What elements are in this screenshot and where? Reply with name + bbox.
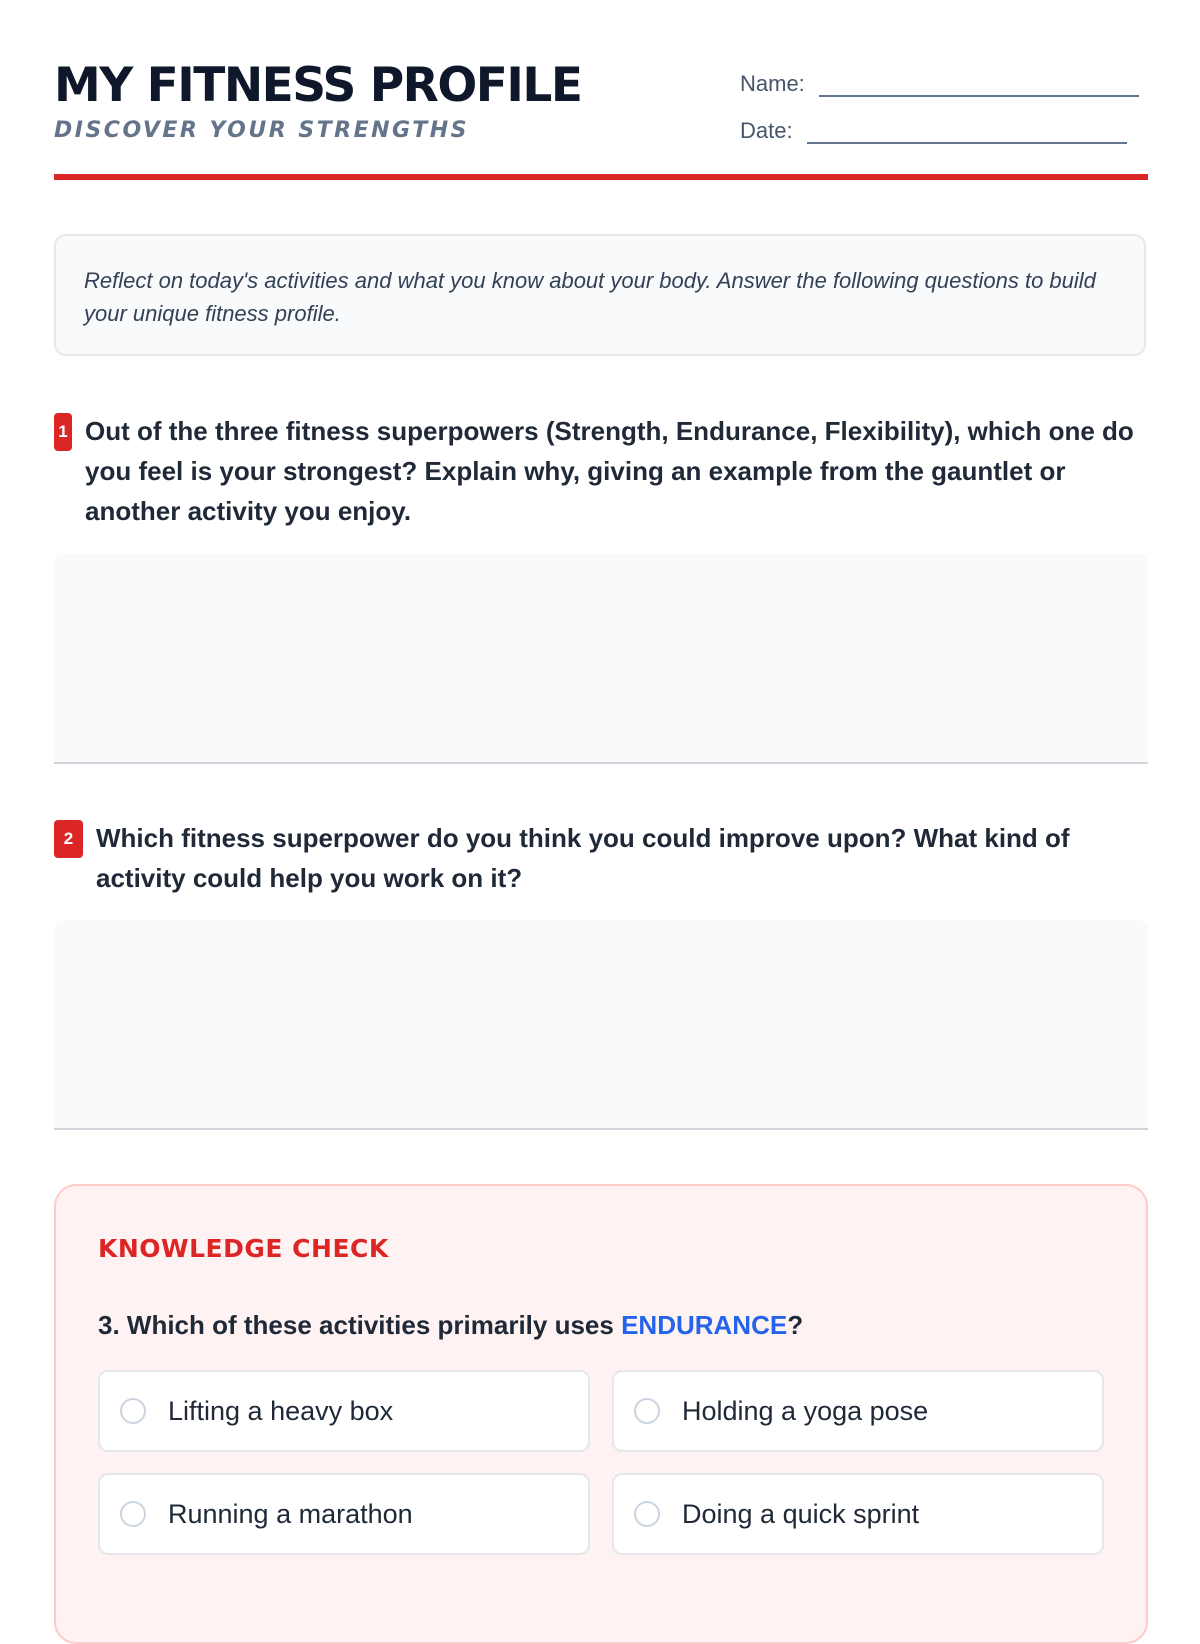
radio-circle-icon[interactable] bbox=[634, 1501, 660, 1527]
option-running-marathon[interactable] bbox=[98, 1473, 590, 1555]
header-divider bbox=[54, 174, 1148, 180]
question-highlight: ENDURANCE bbox=[621, 1310, 788, 1340]
option-yoga-pose[interactable] bbox=[612, 1370, 1104, 1452]
date-input-line[interactable] bbox=[807, 116, 1127, 144]
option-label: Doing a quick sprint bbox=[682, 1498, 920, 1529]
answer-area-2[interactable] bbox=[54, 920, 1148, 1130]
option-label: Lifting a heavy box bbox=[168, 1395, 394, 1426]
name-field bbox=[740, 69, 1139, 97]
question-suffix: ? bbox=[787, 1310, 804, 1340]
answer-area-1[interactable] bbox=[54, 554, 1148, 764]
option-quick-sprint[interactable] bbox=[612, 1473, 1104, 1555]
date-field bbox=[740, 116, 1127, 144]
question-2 bbox=[54, 820, 1148, 898]
question-text: Which fitness superpower do you think you could improve upon? What kind of activity could help you work on it? bbox=[96, 823, 1070, 893]
question-prefix: 3. Which of these activities primarily uses bbox=[98, 1310, 622, 1340]
option-label: Holding a yoga pose bbox=[682, 1395, 929, 1426]
instructions-box: Reflect on today's activities and what you know about your body. Answer the following questions to build your unique fitness profile. bbox=[54, 234, 1146, 356]
page-subtitle: DISCOVER YOUR STRENGTHS bbox=[54, 118, 469, 143]
knowledge-check-question bbox=[98, 1310, 803, 1341]
knowledge-check-panel bbox=[54, 1184, 1148, 1644]
option-lifting-box[interactable] bbox=[98, 1370, 590, 1452]
option-label: Running a marathon bbox=[168, 1498, 413, 1529]
name-input-line[interactable] bbox=[819, 69, 1139, 97]
question-number-badge: 2 bbox=[54, 820, 83, 858]
name-label: Name: bbox=[740, 71, 805, 96]
page-title: MY FITNESS PROFILE bbox=[54, 58, 582, 113]
question-1 bbox=[54, 413, 1148, 531]
question-number-badge: 1 bbox=[54, 413, 72, 451]
radio-circle-icon[interactable] bbox=[120, 1501, 146, 1527]
date-label: Date: bbox=[740, 118, 793, 143]
radio-circle-icon[interactable] bbox=[634, 1398, 660, 1424]
question-text: Out of the three fitness superpowers (Strength, Endurance, Flexibility), which one do you feel is your strongest? Explain why, giving an example from the gauntlet or another activity you enjoy. bbox=[85, 416, 1134, 526]
radio-circle-icon[interactable] bbox=[120, 1398, 146, 1424]
knowledge-check-title: KNOWLEDGE CHECK bbox=[98, 1234, 389, 1263]
